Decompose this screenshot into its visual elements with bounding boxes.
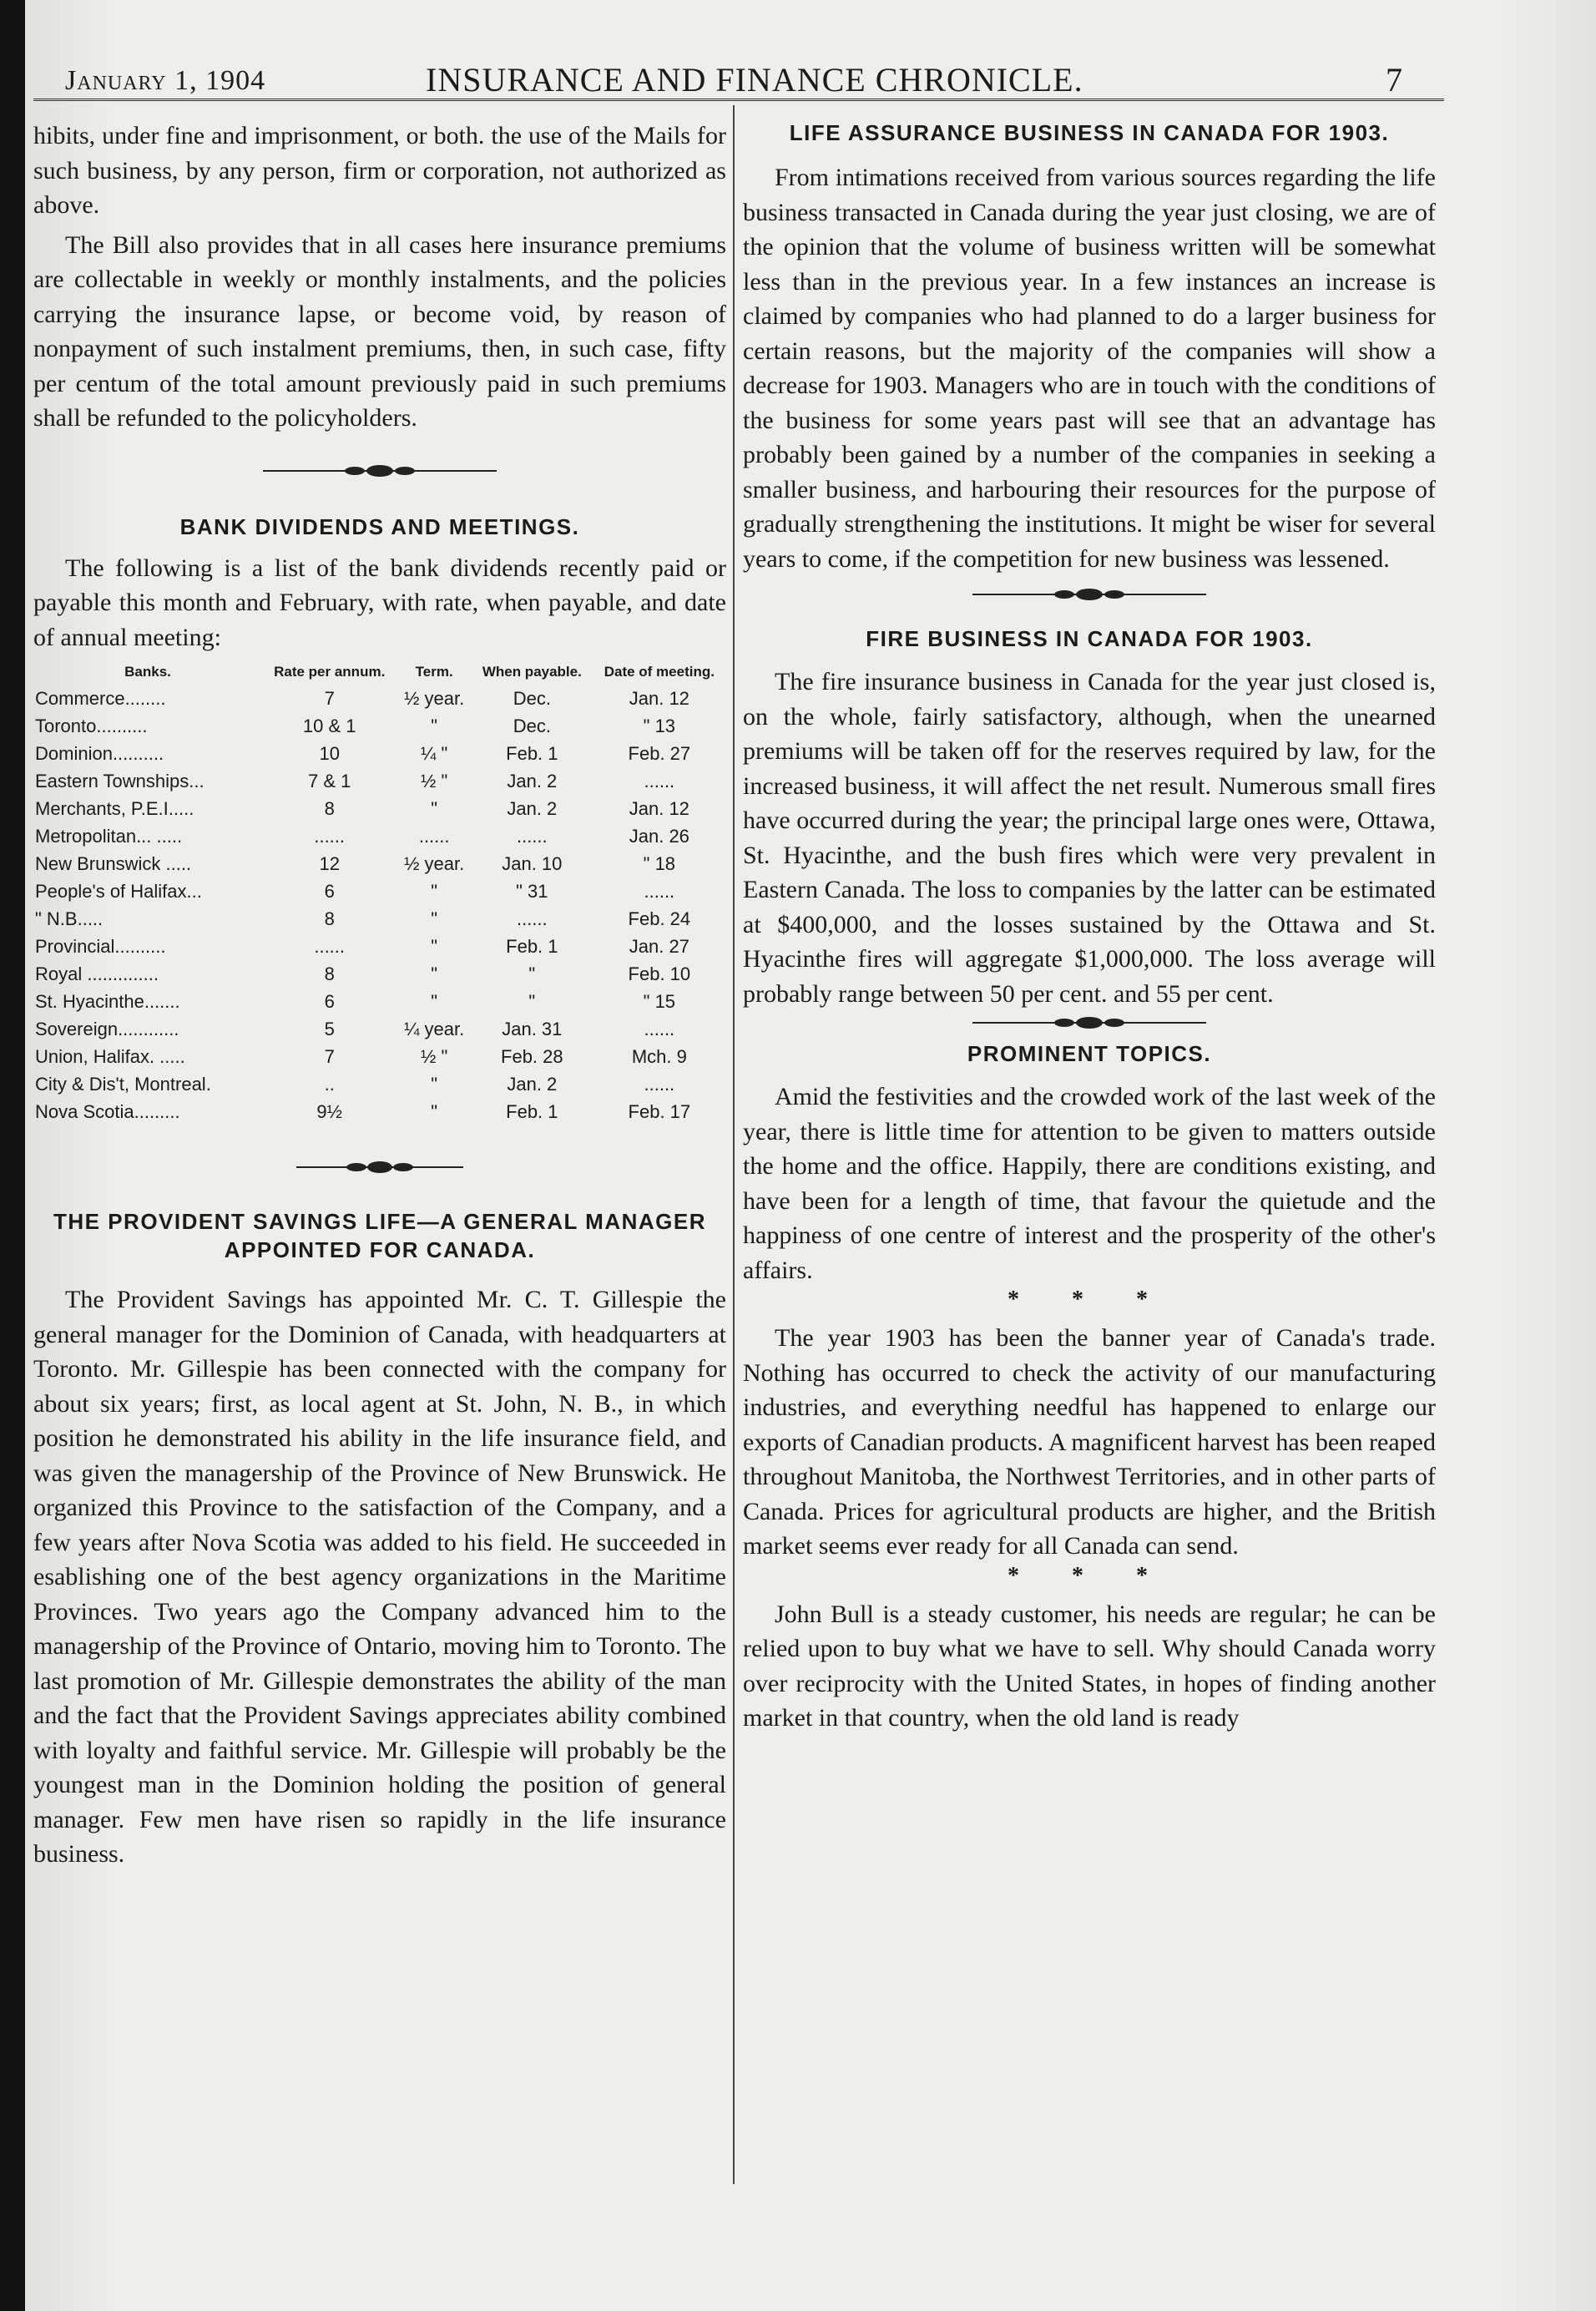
term-cell: "	[431, 963, 438, 984]
meeting-date-cell: Jan. 12	[629, 688, 689, 709]
table-row	[33, 1098, 726, 1125]
when-payable-cell: Jan. 31	[502, 1019, 563, 1039]
meeting-date-cell: ......	[644, 771, 675, 791]
table-row	[33, 960, 726, 988]
bank-name-cell: Eastern Townships...	[35, 771, 205, 791]
meeting-date-cell: Feb. 27	[628, 743, 691, 764]
col-meeting: Date of meeting.	[604, 664, 715, 680]
when-payable-cell: Feb. 1	[506, 936, 558, 957]
when-payable-cell: Jan. 2	[507, 1074, 558, 1095]
provident-paragraph: The Provident Savings has appointed Mr. C. T. Gillespie the general manager for the Dominion of Canada, with headquarters at Toronto. Mr. Gillespie has been connected with the company for about six years; first, as local agent at St. John, N. B., in which position he demonstrated his ability in the life insurance field, and was given the managership of the Province of New Brunswick. He organized this Province to the satisfaction of the Company, and a few years after Nova Scotia was added to his field. He succeeded in esablishing one of the best agency organizations in the Maritime Provinces. Two years ago the Company advanced him to the managership of the Province of Ontario, moving him to Toronto. The last promotion of Mr. Gillespie demonstrates the ability of the man and the fact that the Provident Savings appreciates ability combined with loyalty and faithful service. Mr. Gillespie will probably be the youngest man in the Dominion holding the position of general manager. Few men have risen so rapidly in the life insurance business.	[33, 1286, 726, 1868]
col-banks: Banks.	[124, 664, 171, 680]
bank-name-cell: Sovereign............	[35, 1019, 179, 1039]
col-term: Term.	[415, 664, 453, 680]
term-cell: ½ "	[421, 771, 448, 791]
rate-cell: ..	[324, 1074, 335, 1095]
when-payable-cell: "	[528, 991, 536, 1012]
table-row	[33, 1015, 726, 1043]
intro-paragraph: hibits, under fine and imprisonment, or both. the use of the Mails for such business, by any person, firm or corporation, not authorized as above.	[33, 122, 726, 219]
bank-name-cell: Provincial..........	[35, 936, 166, 957]
rate-cell: 9½	[316, 1101, 342, 1122]
rate-cell: ......	[314, 826, 346, 847]
when-payable-cell: Jan. 10	[502, 853, 563, 874]
term-cell: "	[431, 881, 438, 902]
bank-name-cell: People's of Halifax...	[35, 881, 202, 902]
meeting-date-cell: ......	[644, 1074, 675, 1095]
provident-heading: THE PROVIDENT SAVINGS LIFE—A GENERAL MANAGER APPOINTED FOR CANADA.	[53, 1209, 706, 1262]
term-cell: "	[431, 798, 438, 819]
issue-date: January 1, 1904	[65, 65, 266, 96]
meeting-date-cell: Feb. 24	[628, 908, 691, 929]
bank-dividends-heading: BANK DIVIDENDS AND MEETINGS.	[179, 513, 580, 539]
when-payable-cell: Feb. 1	[506, 743, 558, 764]
table-row	[33, 740, 726, 767]
meeting-date-cell: Feb. 10	[628, 963, 691, 984]
page-number: 7	[1386, 61, 1402, 99]
bank-name-cell: Metropolitan... .....	[35, 826, 183, 847]
when-payable-cell: ......	[516, 826, 548, 847]
when-payable-cell: Jan. 2	[507, 771, 558, 791]
ornament-divider	[33, 463, 726, 496]
prominent-topics-heading: PROMINENT TOPICS.	[967, 1041, 1212, 1066]
bank-name-cell: " N.B.....	[35, 908, 104, 929]
table-row	[33, 685, 726, 712]
bank-name-cell: Royal ..............	[35, 963, 159, 984]
table-row	[33, 1070, 726, 1098]
bank-name-cell: New Brunswick .....	[35, 853, 192, 874]
meeting-date-cell: Jan. 27	[629, 936, 689, 957]
term-cell: "	[431, 716, 438, 736]
meeting-date-cell: Mch. 9	[631, 1046, 687, 1067]
life-assurance-paragraph: From intimations received from various sources regarding the life business transacted in Canada during the year just closing, we are of the opinion that the volume of business written will be somewhat less than in the previous year. In a few instances an increase is claimed by companies who had planned to do a larger business for certain reasons, but the majority of the companies will show a decrease for 1903. Managers who are in touch with the conditions of the business for some years past will see that an advantage has probably been gained by a number of the companies in seeking a smaller business, and harbouring their resources for the purpose of gradually strengthening the institutions. It might be wiser for several years to come, if the competition for new business was lessened.	[743, 164, 1436, 573]
table-row	[33, 1043, 726, 1070]
life-assurance-heading: LIFE ASSURANCE BUSINESS IN CANADA FOR 1903.	[789, 120, 1390, 145]
meeting-date-cell: Jan. 12	[629, 798, 689, 819]
meeting-date-cell: ......	[644, 881, 675, 902]
term-cell: ¼ year.	[404, 1019, 465, 1039]
rate-cell: ......	[314, 936, 346, 957]
bank-name-cell: Union, Halifax. .....	[35, 1046, 185, 1067]
term-cell: "	[431, 908, 438, 929]
term-cell: "	[431, 1101, 438, 1122]
table-row	[33, 822, 726, 850]
bank-name-cell: Merchants, P.E.I.....	[35, 798, 194, 819]
col-when: When payable.	[482, 664, 582, 680]
right-column	[743, 119, 1436, 1736]
page-edge-shadow	[0, 0, 25, 2311]
term-cell: ½ year.	[404, 688, 465, 709]
when-payable-cell: ......	[516, 908, 548, 929]
table-row	[33, 795, 726, 822]
term-cell: "	[431, 936, 438, 957]
col-rate: Rate per annum.	[274, 664, 386, 680]
topics-paragraph-2: The year 1903 has been the banner year of Canada's trade. Nothing has occurred to check the activity of our manufacturing industries, and everything needful has happened to enlarge our exports of Canadian products. A magnificent harvest has been reaped throughout Manitoba, the Northwest Territories, and in other parts of Canada. Prices for agricultural products are higher, and the British market seems ever ready for all Canada can send.	[743, 1324, 1436, 1560]
page-header	[33, 48, 1444, 101]
ornament-divider	[33, 1159, 726, 1192]
meeting-date-cell: " 13	[643, 716, 676, 736]
meeting-date-cell: " 18	[643, 853, 676, 874]
column-rule	[733, 105, 735, 2184]
meeting-date-cell: Jan. 26	[629, 826, 689, 847]
publication-title: INSURANCE AND FINANCE CHRONICLE.	[426, 61, 1083, 99]
rate-cell: 6	[324, 881, 335, 902]
when-payable-cell: Dec.	[513, 688, 551, 709]
table-row	[33, 905, 726, 933]
term-cell: ½ year.	[404, 853, 465, 874]
bank-name-cell: Commerce........	[35, 688, 166, 709]
section-stars: * * *	[1008, 1287, 1171, 1312]
table-row	[33, 933, 726, 960]
rate-cell: 12	[319, 853, 340, 874]
meeting-date-cell: Feb. 17	[628, 1101, 691, 1122]
bank-intro-paragraph: The following is a list of the bank dividends recently paid or payable this month and February, with rate, when payable, and date of annual meeting:	[33, 554, 726, 651]
rate-cell: 10 & 1	[302, 716, 356, 736]
when-payable-cell: Jan. 2	[507, 798, 558, 819]
term-cell: ......	[418, 826, 450, 847]
term-cell: "	[431, 991, 438, 1012]
term-cell: ½ "	[421, 1046, 448, 1067]
when-payable-cell: Feb. 28	[501, 1046, 563, 1067]
table-row	[33, 877, 726, 905]
meeting-date-cell: " 15	[643, 991, 676, 1012]
bank-name-cell: Toronto..........	[35, 716, 148, 736]
rate-cell: 7 & 1	[308, 771, 351, 791]
ornament-divider	[743, 1014, 1436, 1039]
rate-cell: 7	[324, 1046, 335, 1067]
rate-cell: 5	[324, 1019, 335, 1039]
rate-cell: 8	[324, 963, 335, 984]
rate-cell: 8	[324, 798, 335, 819]
when-payable-cell: " 31	[516, 881, 548, 902]
bill-paragraph: The Bill also provides that in all cases here insurance premiums are collectable in weekly or monthly instalments, and the policies carrying the insurance lapse, or become void, by reason of nonpayment of such instalment premiums, then, in such case, fifty per centum of the total amount previously paid in such premiums shall be refunded to the policyholders.	[33, 230, 726, 432]
term-cell: ¼ "	[421, 743, 448, 764]
meeting-date-cell: ......	[644, 1019, 675, 1039]
bank-name-cell: Nova Scotia.........	[35, 1101, 180, 1122]
fire-business-heading: FIRE BUSINESS IN CANADA FOR 1903.	[866, 626, 1313, 651]
table-row	[33, 988, 726, 1015]
rate-cell: 7	[324, 688, 335, 709]
when-payable-cell: Dec.	[513, 716, 551, 736]
rate-cell: 8	[324, 908, 335, 929]
fire-business-paragraph: The fire insurance business in Canada for the year just closed is, on the whole, fairly satisfactory, although, when the unearned premiums will be taken off for the reserves required by law, for the increased business, it will affect the net result. Numerous small fires have occurred during the year; the principal large ones were, Ottawa, St. Hyacinthe, and the bush fires which were very prevalent in Eastern Canada. The loss to companies by the latter can be estimated at $400,000, and the losses sustained by the Ottawa and St. Hyacinthe fires will aggregate $1,000,000. The loss average will probably range between 50 per cent. and 55 per cent.	[743, 668, 1436, 1008]
rate-cell: 6	[324, 991, 335, 1012]
left-column	[33, 119, 726, 1872]
table-row	[33, 712, 726, 740]
topics-paragraph-3: John Bull is a steady customer, his needs are regular; he can be relied upon to buy what we have to sell. Why should Canada worry over reciprocity with the United States, in hopes of finding another market in that country, when the old land is ready	[743, 1600, 1436, 1732]
section-stars: * * *	[1008, 1562, 1171, 1589]
bank-name-cell: St. Hyacinthe.......	[35, 991, 180, 1012]
table-header-row	[33, 665, 726, 685]
topics-paragraph-1: Amid the festivities and the crowded work of the last week of the year, there is little time for attention to be given to matters outside the home and the office. Happily, there are conditions existing, and have been for a length of time, that favour the quietude and the happiness of one centre of interest and the prosperity of the other's affairs.	[743, 1083, 1436, 1284]
ornament-divider	[743, 586, 1436, 619]
when-payable-cell: Feb. 1	[506, 1101, 558, 1122]
bank-name-cell: Dominion..........	[35, 743, 164, 764]
rate-cell: 10	[319, 743, 340, 764]
bank-name-cell: City & Dis't, Montreal.	[35, 1074, 211, 1095]
when-payable-cell: "	[528, 963, 536, 984]
table-row	[33, 850, 726, 877]
table-row	[33, 767, 726, 795]
term-cell: "	[431, 1074, 438, 1095]
bank-dividends-table	[33, 665, 726, 1125]
